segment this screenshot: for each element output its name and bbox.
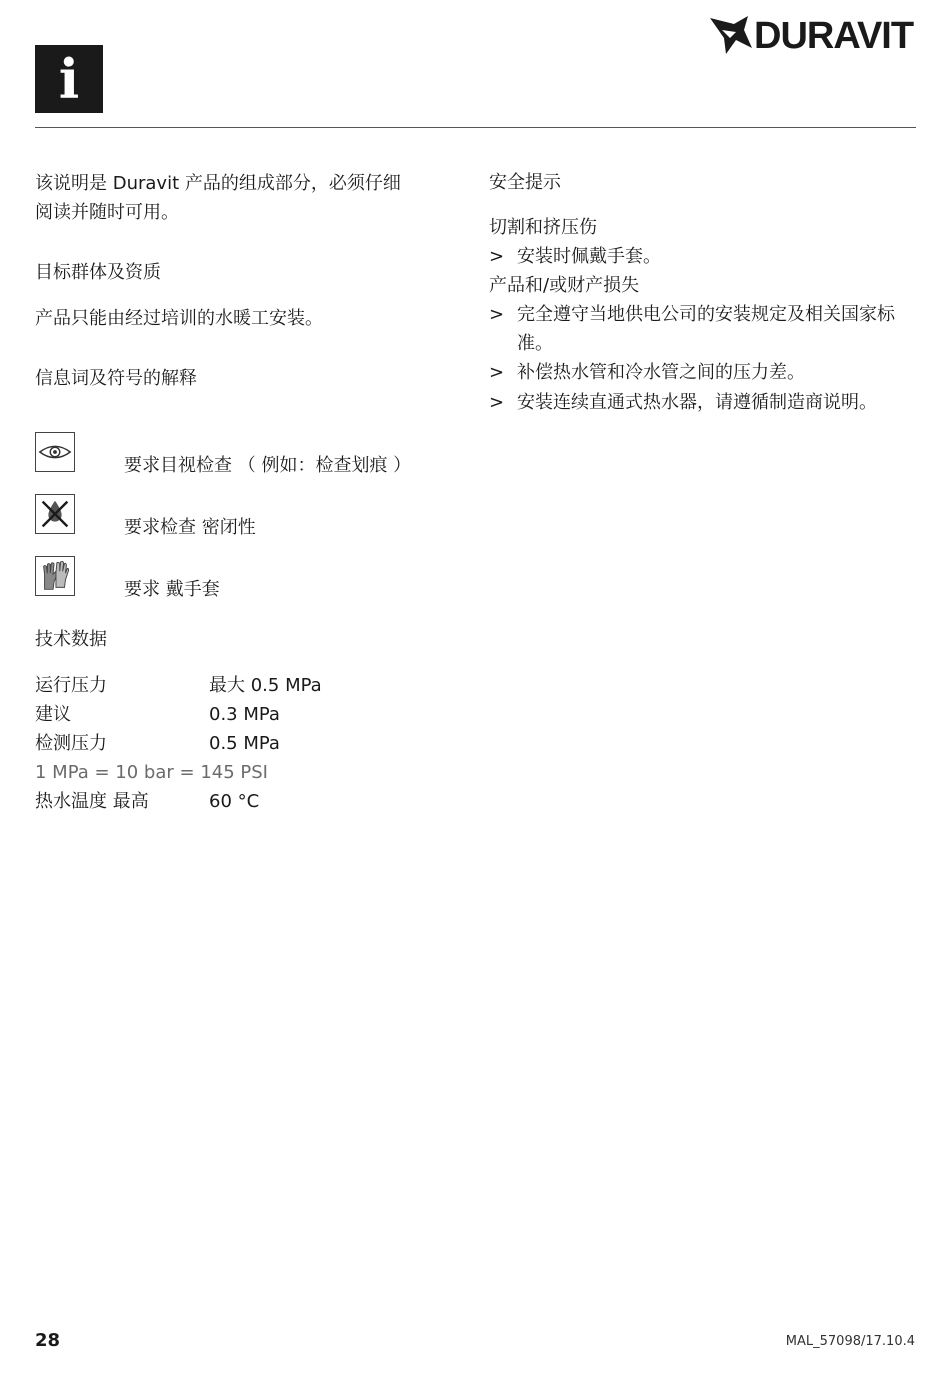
- intro-line-1: 该说明是 Duravit 产品的组成部分，必须仔细: [35, 173, 401, 194]
- bullet-text-gloves: 安装时佩戴手套。: [517, 246, 661, 267]
- bullet-text-pressure-diff: 补偿热水管和冷水管之间的压力差。: [517, 362, 805, 383]
- signal-words-heading: 信息词及符号的解释: [35, 368, 197, 389]
- tech-row-value: 最大 0.5 MPa: [209, 675, 322, 696]
- pressure-conversion: 1 MPa = 10 bar = 145 PSI: [35, 762, 268, 783]
- tech-row-label: 运行压力: [35, 675, 107, 696]
- symbol-label-visual-check: 要求目视检查 （ 例如：检查划痕 ）: [124, 455, 412, 476]
- tech-row-value: 0.3 MPa: [209, 704, 280, 725]
- bullet-text-heater: 安装连续直通式热水器，请遵循制造商说明。: [517, 392, 877, 413]
- tech-row-label: 建议: [35, 704, 71, 725]
- target-group-heading: 目标群体及资质: [35, 262, 161, 283]
- tech-data-heading: 技术数据: [35, 629, 107, 650]
- safety-heading: 安全提示: [489, 172, 561, 193]
- info-icon: i: [35, 45, 103, 113]
- intro-line-2: 阅读并随时可用。: [35, 202, 179, 223]
- document-code: MAL_57098/17.10.4: [785, 1334, 915, 1349]
- eye-icon: [35, 432, 75, 472]
- property-damage-heading: 产品和/或财产损失: [489, 275, 640, 296]
- leak-check-icon: [35, 494, 75, 534]
- bullet-text-regulations: 完全遵守当地供电公司的安装规定及相关国家标准。: [517, 304, 895, 354]
- gloves-icon: [35, 556, 75, 596]
- tech-row-value: 0.5 MPa: [209, 733, 280, 754]
- bullet-marker: >: [489, 392, 505, 413]
- cut-injury-heading: 切割和挤压伤: [489, 217, 597, 238]
- header-divider: [35, 127, 916, 128]
- symbol-label-gloves: 要求 戴手套: [124, 579, 220, 600]
- bullet-marker: >: [489, 246, 505, 267]
- symbol-label-leak-check: 要求检查 密闭性: [124, 517, 256, 538]
- brand-text: DURAVIT: [754, 15, 914, 57]
- tech-row-value: 60 °C: [209, 791, 260, 812]
- page-number: 28: [35, 1330, 61, 1351]
- duravit-logo: [708, 8, 916, 58]
- tech-row-label: 检测压力: [35, 733, 107, 754]
- target-group-text: 产品只能由经过培训的水暖工安装。: [35, 308, 323, 329]
- bullet-marker: >: [489, 362, 505, 383]
- bullet-marker: >: [489, 304, 505, 325]
- tech-row-label: 热水温度 最高: [35, 791, 149, 812]
